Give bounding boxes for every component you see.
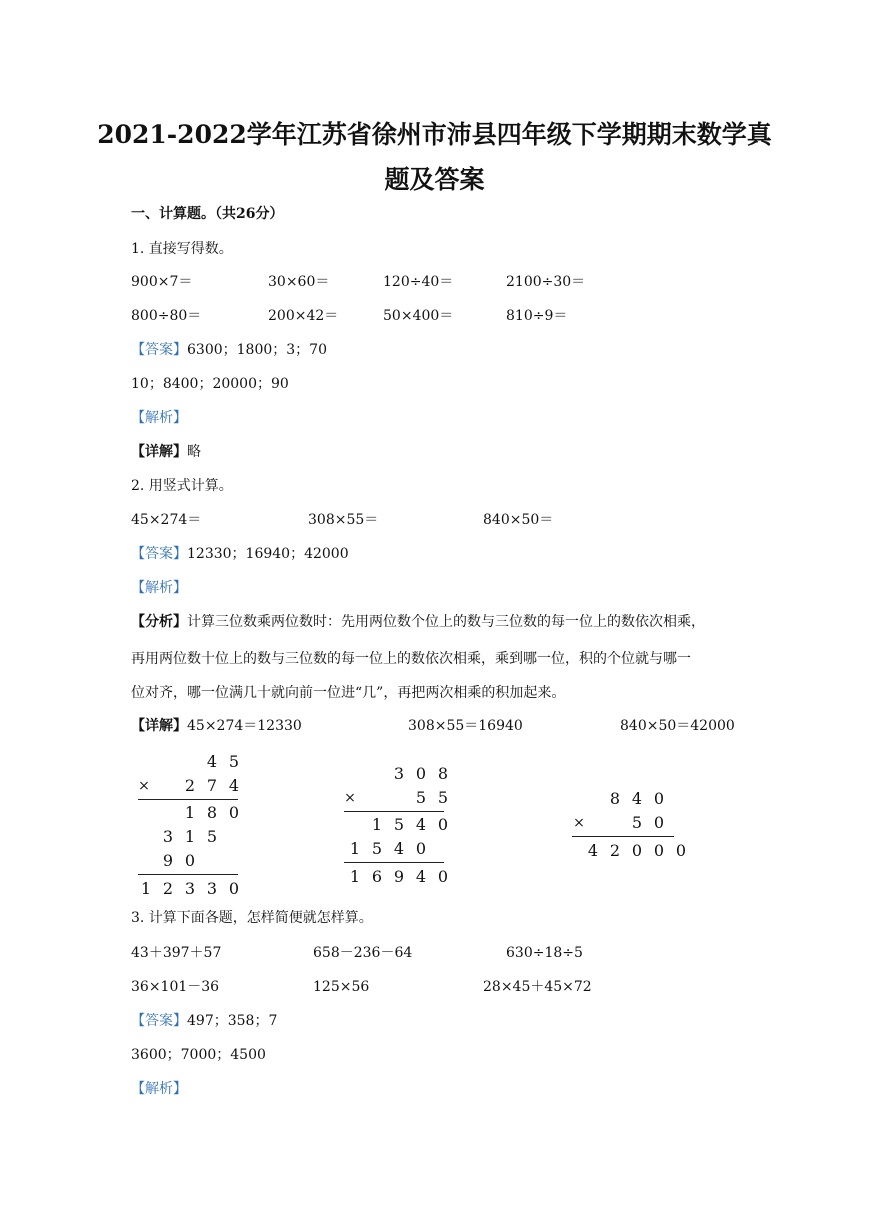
digit: 1 — [140, 879, 152, 898]
digit: 5 — [371, 839, 383, 858]
page-title-line-2: 题及答案 — [384, 165, 485, 194]
digit: 1 — [184, 803, 196, 822]
question-2-label: 2. 用竖式计算。 — [131, 478, 233, 494]
answer-text: 6300；1800；3；70 — [187, 342, 327, 358]
q3-answer-line-2: 3600；7000；4500 — [131, 1047, 266, 1063]
q2-fenxi-line-1 — [131, 613, 705, 631]
answer-text: 12330；16940；42000 — [187, 546, 349, 562]
q1-answer-line-2: 10；8400；20000；90 — [131, 376, 289, 392]
detail-text: 45×274＝12330 — [187, 718, 302, 734]
q2-problem: 45×274＝ — [131, 512, 202, 528]
detail-tag: 【详解】 — [131, 718, 187, 734]
digit: 2 — [609, 841, 621, 860]
digit: 4 — [631, 789, 643, 808]
digit: 0 — [631, 841, 643, 860]
page-title-line-1: 2021-2022学年江苏省徐州市沛县四年级下学期期末数学真 — [97, 120, 772, 149]
fenxi-tag: 【分析】 — [131, 614, 187, 630]
q3-analysis-tag: 【解析】 — [131, 1081, 187, 1097]
digit: 1 — [349, 867, 361, 886]
digit: 0 — [675, 841, 687, 860]
digit: 4 — [393, 839, 405, 858]
digit: 0 — [415, 839, 427, 858]
divider-line — [138, 799, 238, 800]
q2-problem: 308×55＝ — [308, 512, 379, 528]
q1-answer — [131, 341, 327, 359]
q3-problem: 28×45＋45×72 — [483, 979, 592, 995]
digit: 9 — [393, 867, 405, 886]
digit: 4 — [228, 776, 240, 795]
digit: 3 — [162, 827, 174, 846]
digit: 4 — [415, 867, 427, 886]
q3-problem: 630÷18÷5 — [506, 945, 583, 961]
digit: 4 — [206, 752, 218, 771]
section-heading: 一、计算题。（共26分） — [131, 206, 284, 222]
q2-fenxi-line-2: 再用两位数十位上的数与三位数的每一位上的数依次相乘，乘到哪一位，积的个位就与哪一 — [131, 651, 691, 667]
digit: 2 — [162, 879, 174, 898]
fenxi-text: 计算三位数乘两位数时：先用两位数个位上的数与三位数的每一位上的数依次相乘， — [187, 614, 705, 630]
q1-problem: 900×7＝ — [131, 274, 193, 290]
answer-tag: 【答案】 — [131, 546, 187, 562]
digit: 8 — [609, 789, 621, 808]
digit: 5 — [228, 752, 240, 771]
digit: 8 — [437, 764, 449, 783]
question-1-label: 1. 直接写得数。 — [131, 241, 233, 257]
q1-problem: 50×400＝ — [383, 308, 454, 324]
times-sign: × — [344, 790, 356, 806]
digit: 0 — [653, 789, 665, 808]
q1-problem: 800÷80＝ — [131, 308, 202, 324]
digit: 5 — [437, 788, 449, 807]
q2-detail — [131, 717, 302, 735]
detail-text: 840×50＝42000 — [620, 718, 735, 734]
digit: 7 — [206, 776, 218, 795]
answer-tag: 【答案】 — [131, 342, 187, 358]
digit: 3 — [184, 879, 196, 898]
digit: 5 — [206, 827, 218, 846]
divider-line — [344, 862, 444, 863]
q3-problem: 125×56 — [313, 979, 370, 995]
detail-tag: 【详解】 — [131, 444, 187, 460]
divider-line — [138, 874, 238, 875]
answer-text: 497；358；7 — [187, 1013, 278, 1029]
q3-problem: 36×101－36 — [131, 979, 220, 995]
divider-line — [344, 811, 444, 812]
q1-problem: 2100÷30＝ — [506, 274, 586, 290]
digit: 8 — [206, 803, 218, 822]
digit: 3 — [393, 764, 405, 783]
digit: 2 — [184, 776, 196, 795]
detail-text: 略 — [187, 444, 201, 460]
q1-problem: 200×42＝ — [268, 308, 339, 324]
digit: 0 — [437, 815, 449, 834]
digit: 0 — [437, 867, 449, 886]
q2-problem: 840×50＝ — [483, 512, 554, 528]
q1-detail — [131, 443, 201, 461]
digit: 0 — [415, 764, 427, 783]
q2-fenxi-line-3: 位对齐，哪一位满几十就向前一位进“几”，再把两次相乘的积加起来。 — [131, 685, 566, 701]
digit: 5 — [393, 815, 405, 834]
q3-problem: 658－236－64 — [313, 945, 413, 961]
digit: 1 — [184, 827, 196, 846]
digit: 5 — [631, 813, 643, 832]
digit: 4 — [415, 815, 427, 834]
detail-text: 308×55＝16940 — [408, 718, 523, 734]
digit: 1 — [349, 839, 361, 858]
digit: 4 — [587, 841, 599, 860]
digit: 0 — [228, 803, 240, 822]
q3-answer — [131, 1012, 277, 1030]
digit: 0 — [653, 841, 665, 860]
digit: 1 — [371, 815, 383, 834]
q3-problem: 43＋397＋57 — [131, 945, 222, 961]
divider-line — [572, 836, 674, 837]
digit: 5 — [415, 788, 427, 807]
digit: 3 — [206, 879, 218, 898]
q1-problem: 120÷40＝ — [383, 274, 454, 290]
digit: 6 — [371, 867, 383, 886]
q1-problem: 810÷9＝ — [506, 308, 568, 324]
times-sign: × — [138, 778, 150, 794]
times-sign: × — [573, 815, 585, 831]
digit: 0 — [653, 813, 665, 832]
q1-problem: 30×60＝ — [268, 274, 330, 290]
digit: 0 — [228, 879, 240, 898]
digit: 9 — [162, 851, 174, 870]
q2-answer — [131, 545, 349, 563]
q2-analysis-tag: 【解析】 — [131, 580, 187, 596]
question-3-label: 3. 计算下面各题，怎样简便就怎样算。 — [131, 910, 373, 926]
digit: 0 — [184, 851, 196, 870]
answer-tag: 【答案】 — [131, 1013, 187, 1029]
q1-analysis-tag: 【解析】 — [131, 410, 187, 426]
